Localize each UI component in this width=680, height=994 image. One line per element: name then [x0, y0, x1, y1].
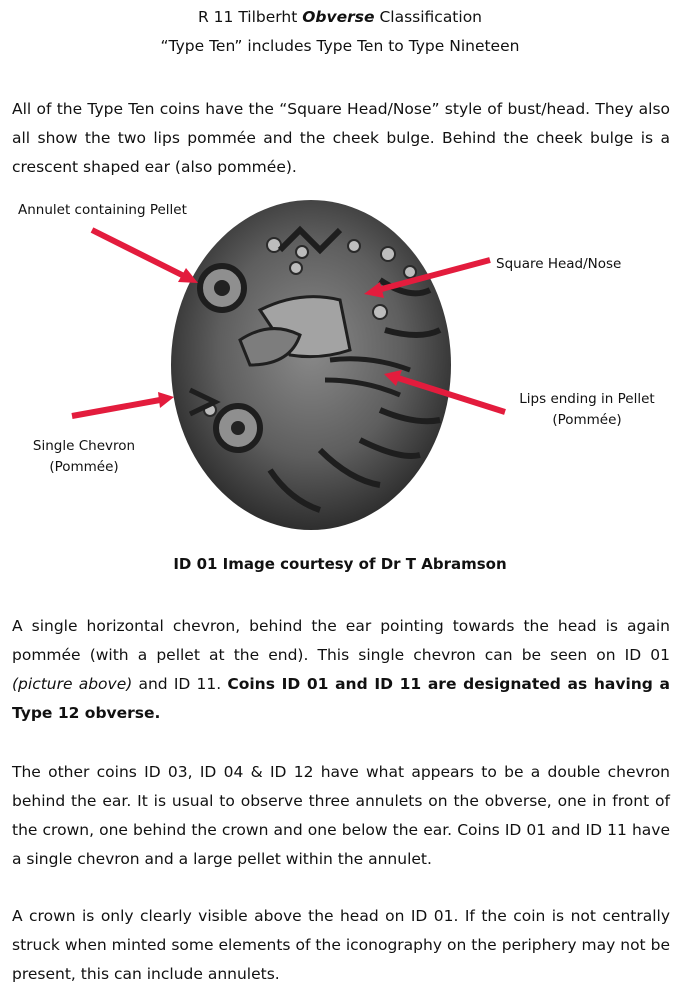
title-prefix: R 11 Tilberht — [197, 8, 303, 26]
coin-figure — [0, 190, 680, 550]
label-lips-line1: Lips ending in Pellet — [519, 391, 655, 407]
chevron-paragraph-text-b: and ID 11. — [132, 675, 228, 693]
coin-image — [171, 200, 451, 530]
label-chevron — [24, 436, 144, 478]
label-lips — [512, 389, 662, 431]
label-lips-line2: (Pommée) — [552, 412, 622, 428]
arrow-chevron — [72, 392, 174, 416]
chevron-paragraph — [12, 612, 670, 728]
intro-paragraph: All of the Type Ten coins have the “Square Head/Nose” style of bust/head. They also all show the two lips pommée and the cheek bulge. Behind the cheek bulge is a crescent shaped ear (also pommée). — [12, 100, 670, 176]
arrow-annulet — [92, 230, 198, 283]
type12-designation: Coins ID 01 and ID 11 are designated as having a Type 12 obverse. — [12, 675, 670, 722]
title-emphasis: Obverse — [302, 8, 375, 26]
page-title — [0, 8, 680, 26]
label-square-head: Square Head/Nose — [496, 256, 622, 272]
double-chevron-paragraph: The other coins ID 03, ID 04 & ID 12 have what appears to be a double chevron behind the ear. It is usual to observe three annulets on the obverse, one in front of the crown, one behind the crown and one below the ear. Coins ID 01 and ID 11 have a single chevron and a large pellet within the annulet. — [12, 763, 670, 868]
label-chevron-line1: Single Chevron — [32, 438, 136, 454]
label-annulet: Annulet containing Pellet — [18, 202, 187, 218]
figure-caption: ID 01 Image courtesy of Dr T Abramson — [173, 555, 507, 573]
title-suffix: Classification — [374, 8, 483, 26]
crown-paragraph: A crown is only clearly visible above the head on ID 01. If the coin is not centrally struck when minted some elements of the iconography on the periphery may not be present, this can include annulets. — [12, 907, 670, 983]
label-chevron-line2: (Pommée) — [49, 459, 119, 475]
chevron-paragraph-text-a: A single horizontal chevron, behind the ear pointing towards the head is again pommée (with a pellet at the end). This single chevron can be seen on ID 01 — [12, 617, 670, 664]
page-subtitle: “Type Ten” includes Type Ten to Type Nineteen — [160, 37, 520, 55]
chevron-paragraph-italic: (picture above) — [12, 675, 133, 693]
